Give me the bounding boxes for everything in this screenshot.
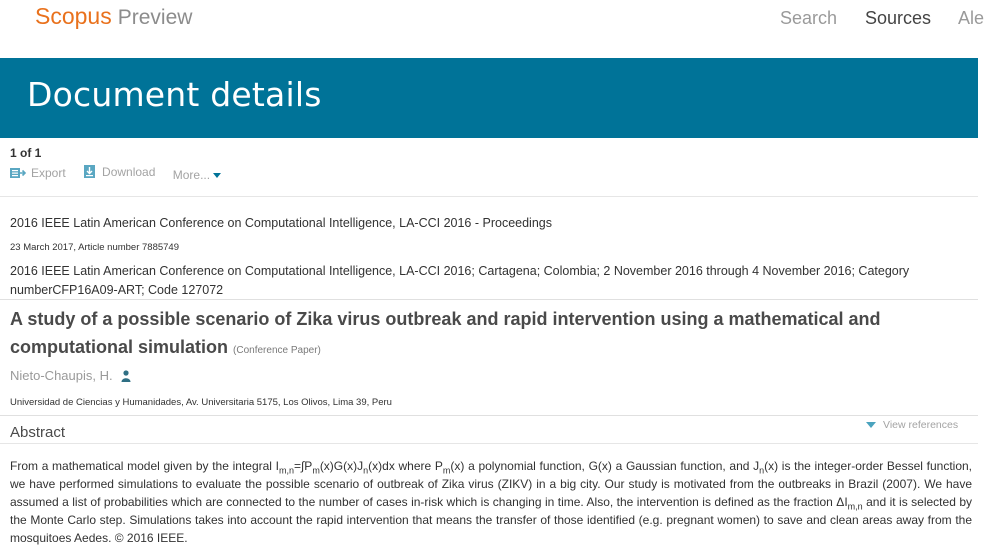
caret-down-icon (213, 173, 221, 178)
page-title: Document details (27, 75, 322, 114)
logo-suffix: Preview (117, 6, 193, 29)
document-type: (Conference Paper) (233, 345, 321, 356)
abstract-subscript: m,n (847, 501, 863, 512)
abstract-segment: (x)dx where P (368, 459, 443, 473)
abstract-subscript: m (442, 465, 451, 476)
author-row (10, 368, 131, 383)
document-toolbar (10, 165, 235, 182)
abstract-segment: =∫P (294, 459, 313, 473)
nav-search-link[interactable]: Search (780, 8, 838, 28)
abstract-heading: Abstract (10, 424, 66, 441)
result-pager: 1 of 1 (10, 146, 42, 160)
export-button[interactable] (10, 166, 66, 180)
more-menu-button[interactable] (173, 168, 221, 182)
export-icon (10, 167, 26, 179)
abstract-text (10, 457, 972, 547)
abstract-segment: (x) is the integer-order Bessel function, we have performed simulations to evaluate the possible scenario of outbreak of Zika virus (ZIKV) in a big city. Our study is motivated from the outbreaks in Brazil (2007). We have assumed a list of probabilities which are connected to the number of cases in-risk which is changing in time. Also, the intervention is defined as the fraction ΔI (10, 459, 973, 509)
nav-alerts-link[interactable]: Ale (958, 8, 984, 28)
abstract-segment: (x) a polynomial function, G(x) a Gaussian function, and J (450, 459, 760, 473)
scopus-logo[interactable] (35, 3, 192, 30)
more-label: More... (172, 168, 211, 182)
view-references-link[interactable] (866, 419, 958, 431)
source-title-link[interactable]: 2016 IEEE Latin American Conference on Computational Intelligence, LA-CCI 2016 - Proceedings (10, 216, 552, 230)
document-title (10, 305, 950, 365)
author-link[interactable]: Nieto-Chaupis, H. (10, 368, 113, 383)
abstract-segment: (x)G(x)J (319, 459, 364, 473)
divider (0, 299, 978, 300)
person-icon[interactable] (121, 370, 131, 382)
document-title-text: A study of a possible scenario of Zika virus outbreak and rapid intervention using a mathematical and computational simulation (10, 309, 881, 357)
top-bar (0, 0, 984, 58)
logo-brand: Scopus (35, 3, 112, 29)
divider (0, 415, 978, 416)
abstract-subscript: m (312, 465, 320, 476)
divider (0, 196, 978, 197)
divider (0, 443, 978, 444)
view-references-label: View references (883, 419, 959, 431)
source-meta: 23 March 2017, Article number 7885749 (10, 242, 179, 253)
abstract-subscript: n (759, 465, 765, 476)
export-label: Export (31, 166, 66, 180)
conference-info: 2016 IEEE Latin American Conference on Computational Intelligence, LA-CCI 2016; Cartagena; Colombia; 2 November 2016 through 4 November 2016; Category numberCFP16A09-ART; Code 127072 (10, 264, 910, 297)
download-button[interactable] (83, 165, 155, 179)
abstract-segment: From a mathematical model given by the integral I (10, 459, 279, 473)
triangle-down-icon (866, 422, 876, 428)
page-banner (0, 58, 978, 138)
nav-sources-link[interactable]: Sources (865, 8, 932, 28)
abstract-subscript: n (363, 465, 369, 476)
download-label: Download (102, 165, 156, 179)
download-icon (83, 165, 97, 179)
abstract-segment: and it is selected by the Monte Carlo step. Simulations takes into account the rapid intervention that means the transfer of those identified (e.g. pregnant women) to save and clean areas away from the mosquitoes Aedes. © 2016 IEEE. (10, 495, 972, 545)
author-affiliation: Universidad de Ciencias y Humanidades, Av. Universitaria 5175, Los Olivos, Lima 39, Peru (10, 397, 392, 408)
abstract-subscript: m,n (278, 465, 294, 476)
